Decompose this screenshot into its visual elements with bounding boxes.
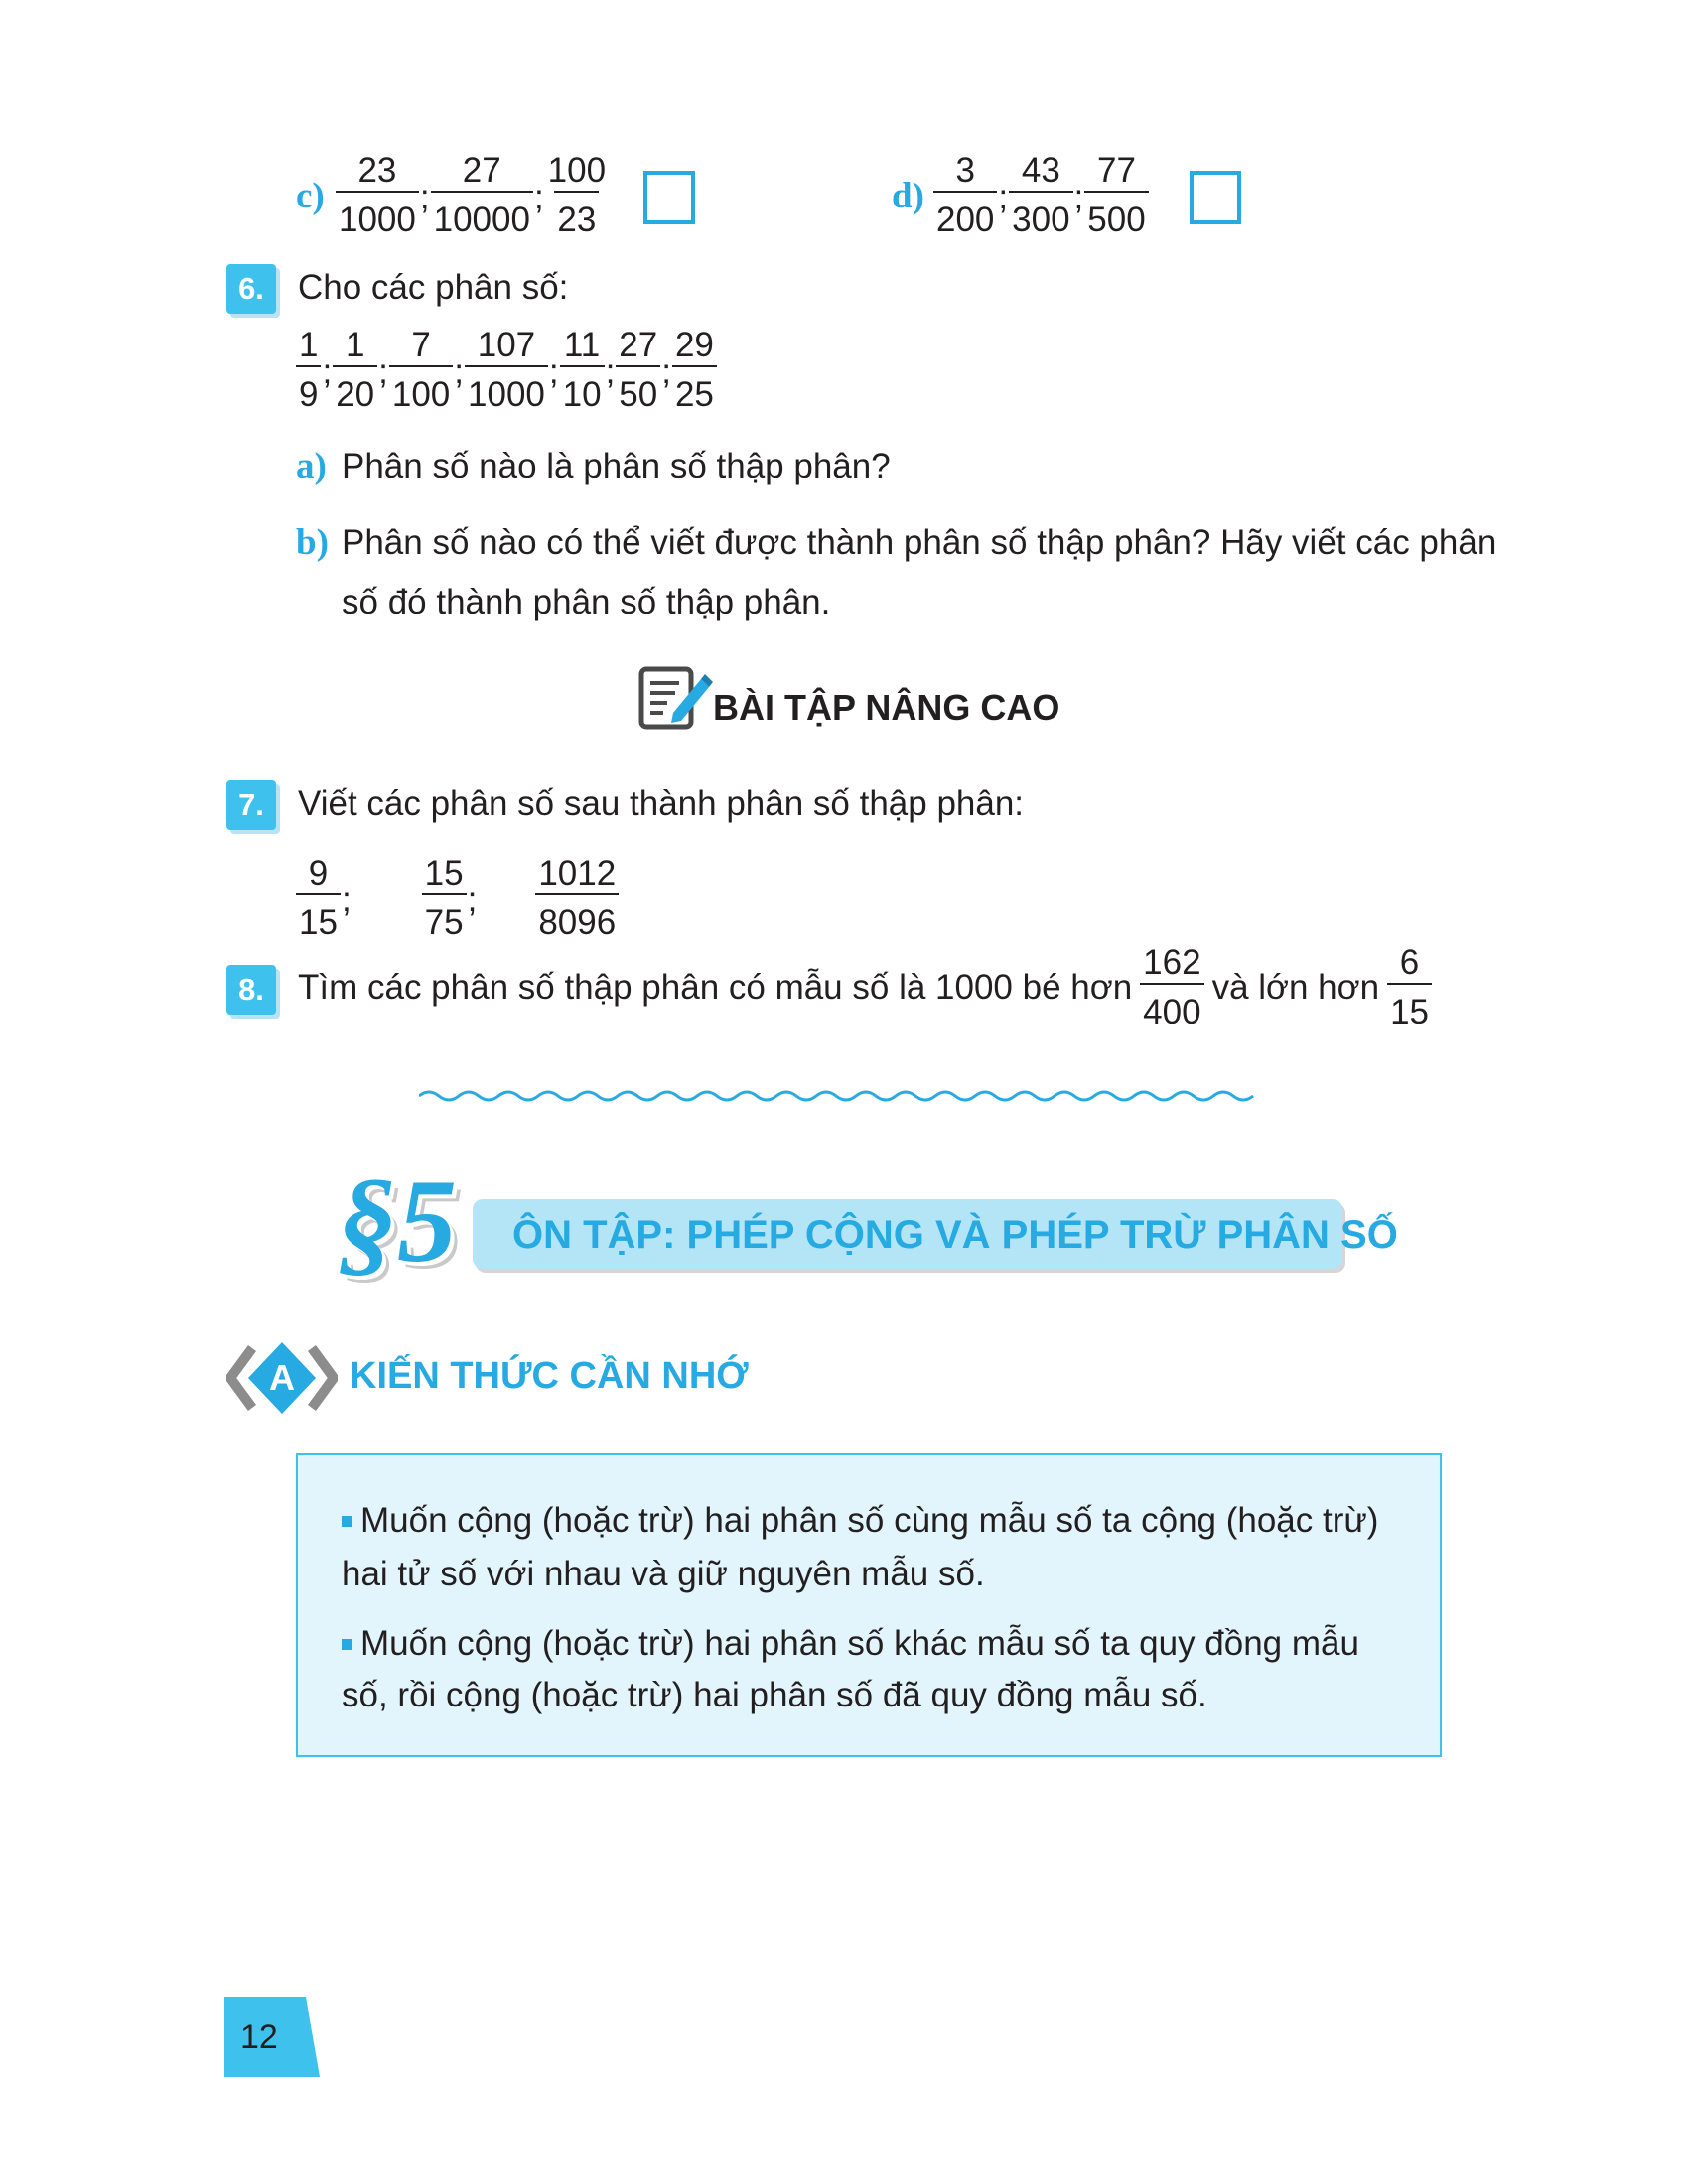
q5c-label: c) — [296, 176, 325, 216]
fraction: $\frac{29}{25}$ — [672, 326, 717, 415]
q5d-fraction-list: $\frac{3}{200}$ ; $\frac{43}{300}$ ; $\frac{77}{500}$ — [933, 151, 1149, 240]
section-a-badge — [226, 1338, 338, 1418]
fraction: $\frac{23}{1000}$ — [336, 151, 419, 240]
fraction: $\frac{162}{400}$ — [1140, 943, 1203, 1032]
q8-text-before: Tìm các phân số thập phân có mẫu số là 1000 bé hơn — [298, 968, 1133, 1007]
q6a-label: a) — [296, 446, 327, 486]
q5c-fraction-list: $\frac{23}{1000}$ ; $\frac{27}{10000}$ ; $\frac{100}{23}$ — [336, 151, 609, 240]
fraction: $\frac{27}{50}$ — [616, 326, 660, 415]
knowledge-bullet-2-line2: số, rồi cộng (hoặc trừ) hai phân số đã quy đồng mẫu số. — [342, 1676, 1207, 1714]
q6-fraction-list: $\frac{1}{9}$ ; $\frac{1}{20}$ ; $\frac{7}{100}$ ; $\frac{107}{1000}$ ; $\frac{11}{10}$ ; $\frac{27}{50}$ ; $\frac{29}{25}$ — [296, 326, 717, 415]
page-number: 12 — [240, 2018, 278, 2056]
notepad-pencil-icon — [637, 663, 713, 733]
fraction: $\frac{15}{75}$ — [422, 854, 467, 943]
fraction: $\frac{11}{10}$ — [560, 326, 605, 415]
q5d-label: d) — [892, 176, 924, 216]
bullet-icon — [342, 1516, 352, 1527]
fraction: $\frac{6}{15}$ — [1387, 943, 1432, 1032]
advanced-title: BÀI TẬP NÂNG CAO — [713, 687, 1060, 728]
fraction: $\frac{43}{300}$ — [1009, 151, 1072, 240]
q6b-label: b) — [296, 522, 329, 563]
fraction: $\frac{107}{1000}$ — [465, 326, 548, 415]
knowledge-bullet-1-line2: hai tử số với nhau và giữ nguyên mẫu số. — [342, 1555, 985, 1593]
knowledge-title: KIẾN THỨC CẦN NHỚ — [350, 1355, 749, 1397]
question-number-8: 8. — [226, 965, 276, 1015]
question-number-6: 6. — [226, 264, 276, 314]
q6b-text-line1: Phân số nào có thể viết được thành phân số thập phân? Hãy viết các phân — [342, 523, 1497, 562]
q6a-text: Phân số nào là phân số thập phân? — [342, 447, 891, 485]
fraction: $\frac{1}{20}$ — [333, 326, 377, 415]
page-number-tab — [224, 1997, 320, 2077]
fraction: $\frac{1}{9}$ — [296, 326, 321, 415]
q7-fraction-list: $\frac{9}{15}$ ; $\frac{15}{75}$ ; $\frac{1012}{8096}$ — [296, 854, 619, 943]
fraction: $\frac{77}{500}$ — [1084, 151, 1148, 240]
fraction: $\frac{7}{100}$ — [389, 326, 453, 415]
answer-box[interactable] — [643, 171, 695, 224]
q8-text-middle: và lớn hơn — [1211, 968, 1380, 1007]
knowledge-box — [296, 1453, 1442, 1757]
q8-statement — [298, 943, 1432, 1032]
fraction: $\frac{100}{23}$ — [547, 151, 607, 239]
fraction: $\frac{3}{200}$ — [933, 151, 997, 240]
fraction: $\frac{27}{10000}$ — [431, 151, 533, 240]
bullet-icon — [342, 1639, 352, 1650]
fraction: $\frac{1012}{8096}$ — [535, 854, 619, 943]
section-title: ÔN TẬP: PHÉP CỘNG VÀ PHÉP TRỪ PHÂN SỐ — [512, 1213, 1398, 1257]
q6b-text-line2: số đó thành phân số thập phân. — [342, 583, 831, 621]
fraction: $\frac{9}{15}$ — [296, 854, 341, 943]
q7-prompt: Viết các phân số sau thành phân số thập phân: — [298, 784, 1025, 823]
q6-prompt: Cho các phân số: — [298, 268, 569, 307]
badge-letter: A — [269, 1357, 295, 1398]
knowledge-bullet-1-line1: Muốn cộng (hoặc trừ) hai phân số cùng mẫu số ta cộng (hoặc trừ) — [342, 1499, 1378, 1543]
wavy-divider — [419, 1086, 1263, 1111]
section-number: §5 — [338, 1155, 457, 1287]
answer-box[interactable] — [1190, 171, 1241, 224]
question-number-7: 7. — [226, 780, 276, 830]
knowledge-bullet-2-line1: Muốn cộng (hoặc trừ) hai phân số khác mẫu số ta quy đồng mẫu — [342, 1622, 1359, 1666]
